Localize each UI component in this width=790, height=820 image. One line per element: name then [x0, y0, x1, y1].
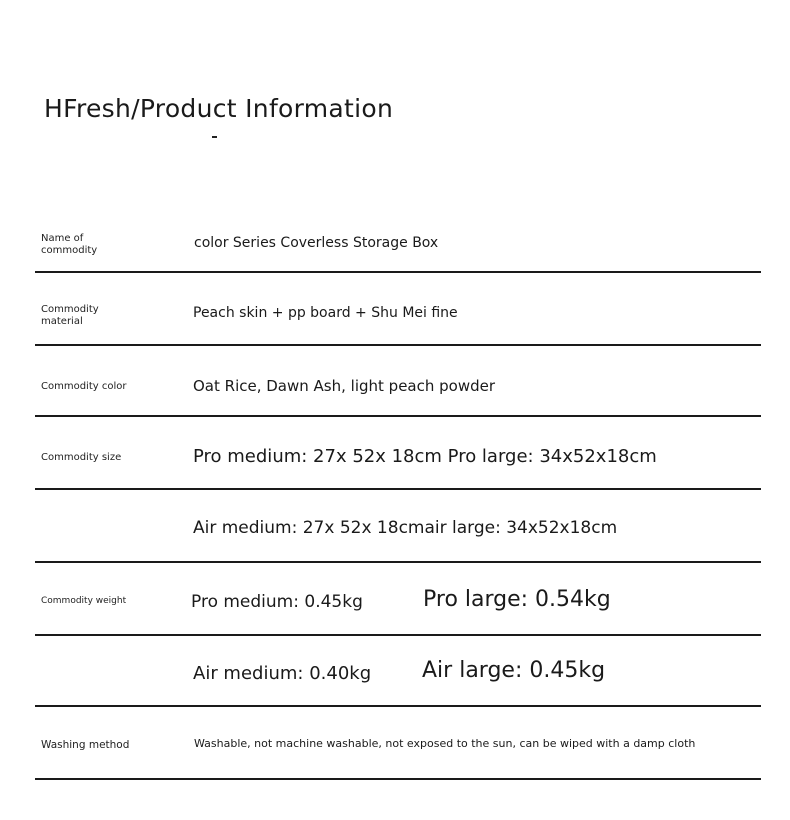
row-label-weight: Commodity weight — [41, 596, 127, 606]
row-label-color: Commodity color — [41, 381, 127, 392]
row-label-material-line1: Commodity — [41, 304, 99, 315]
row-label-name-line2: commodity — [41, 245, 98, 256]
row-value-color: Oat Rice, Dawn Ash, light peach powder — [193, 377, 496, 395]
row-label-material-line2: material — [41, 316, 83, 327]
title-underline-mark — [212, 136, 217, 138]
row-value-size-air: Air medium: 27x 52x 18cmair large: 34x52x18cm — [193, 518, 618, 538]
info-row-size-air — [35, 490, 761, 563]
page-title: HFresh/Product Information — [44, 94, 394, 123]
row-value-weight-pro-large: Pro large: 0.54kg — [423, 587, 611, 612]
row-value-weight-pro-medium: Pro medium: 0.45kg — [191, 592, 363, 612]
row-value-weight-air-medium: Air medium: 0.40kg — [193, 663, 372, 684]
info-row-color — [35, 346, 761, 417]
row-value-material: Peach skin + pp board + Shu Mei fine — [193, 305, 458, 321]
row-label-name-line1: Name of — [41, 233, 84, 244]
info-row-name — [35, 220, 761, 273]
info-row-size-pro — [35, 417, 761, 490]
info-row-weight-air — [35, 636, 761, 707]
row-value-weight-air-large: Air large: 0.45kg — [422, 658, 606, 683]
info-row-washing — [35, 707, 761, 780]
info-row-material — [35, 273, 761, 346]
info-row-weight-pro — [35, 563, 761, 636]
row-label-size: Commodity size — [41, 452, 122, 463]
row-label-material — [41, 304, 99, 328]
row-value-washing: Washable, not machine washable, not exposed to the sun, can be wiped with a damp cloth — [194, 737, 696, 750]
row-label-name — [41, 233, 97, 257]
row-value-size-pro: Pro medium: 27x 52x 18cm Pro large: 34x52x18cm — [193, 446, 657, 467]
row-value-name: color Series Coverless Storage Box — [194, 235, 439, 251]
row-label-washing: Washing method — [41, 739, 130, 751]
